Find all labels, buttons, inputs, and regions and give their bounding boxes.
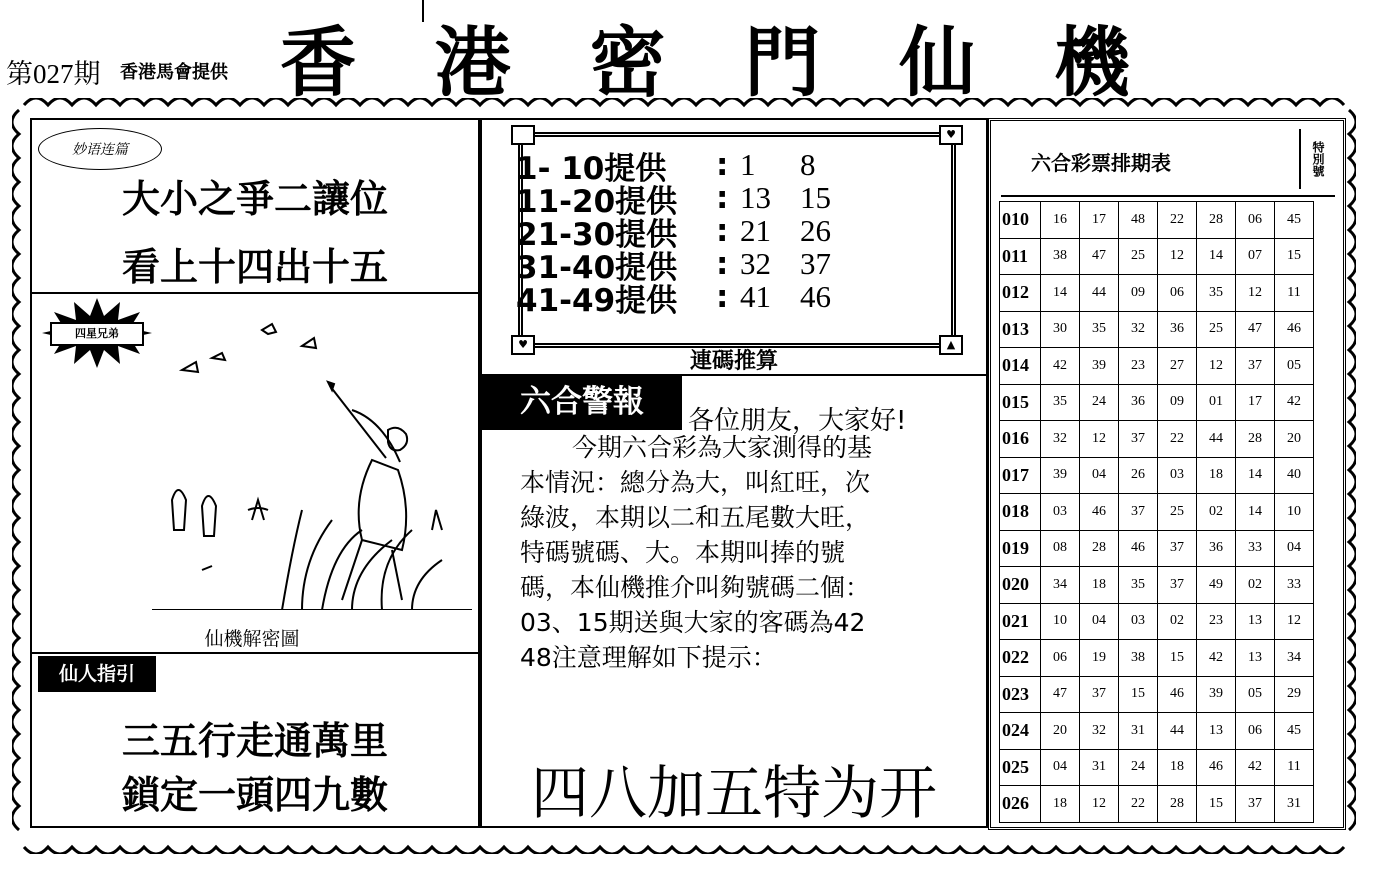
divider [32, 292, 478, 294]
number-cell: 14 [1236, 494, 1275, 531]
body-line: 碼，本仙機推介叫夠號碼二個： [520, 573, 871, 602]
number-cell: 42 [1041, 348, 1080, 385]
table-row [1000, 676, 1314, 713]
number-cell: 34 [1041, 567, 1080, 604]
number-cell: 20 [1041, 713, 1080, 750]
range-number: 15 [800, 180, 831, 215]
number-cell: 22 [1158, 421, 1197, 458]
number-cell: 15 [1158, 640, 1197, 677]
range-label: 1- 10提供 [516, 150, 667, 187]
right-panel [988, 118, 1346, 830]
period-cell: 026 [1000, 786, 1041, 823]
number-cell: 28 [1236, 421, 1275, 458]
number-cell: 08 [1041, 530, 1080, 567]
number-cell: 44 [1158, 713, 1197, 750]
title-char: 密 [589, 18, 666, 107]
period-cell: 011 [1000, 238, 1041, 275]
number-cell: 36 [1197, 530, 1236, 567]
number-cell: 14 [1041, 275, 1080, 312]
period-cell: 017 [1000, 457, 1041, 494]
guide-tag: 仙人指引 [38, 656, 156, 692]
special-number-cell: 45 [1275, 713, 1314, 750]
period-cell: 010 [1000, 202, 1041, 239]
table-row [1000, 275, 1314, 312]
number-cell: 18 [1158, 749, 1197, 786]
table-row [1000, 713, 1314, 750]
poem-line: 鎖定一頭四九數 [121, 773, 388, 817]
period-cell: 012 [1000, 275, 1041, 312]
number-cell: 44 [1197, 421, 1236, 458]
schedule-table [999, 201, 1314, 823]
special-number-cell: 34 [1275, 640, 1314, 677]
table-row [1000, 311, 1314, 348]
number-cell: 17 [1080, 202, 1119, 239]
period-cell: 020 [1000, 567, 1041, 604]
range-number: 8 [800, 147, 816, 182]
special-number-cell: 11 [1275, 275, 1314, 312]
number-cell: 37 [1236, 786, 1275, 823]
table-row [1000, 749, 1314, 786]
number-cell: 35 [1197, 275, 1236, 312]
schedule-title: 六合彩票排期表 [1031, 151, 1171, 175]
number-cell: 02 [1158, 603, 1197, 640]
number-cell: 05 [1236, 676, 1275, 713]
number-cell: 28 [1080, 530, 1119, 567]
range-label: 21-30提供 [516, 216, 678, 253]
number-cell: 49 [1197, 567, 1236, 604]
special-number-cell: 45 [1275, 202, 1314, 239]
special-number-cell: 05 [1275, 348, 1314, 385]
heart-corner-icon: ♥ [939, 125, 963, 145]
calc-label: 連碼推算 [689, 349, 778, 374]
number-cell: 39 [1197, 676, 1236, 713]
poem-line: 三五行走通萬里 [121, 719, 388, 763]
left-panel [30, 118, 480, 828]
number-cell: 37 [1080, 676, 1119, 713]
number-cell: 16 [1041, 202, 1080, 239]
number-cell: 37 [1119, 421, 1158, 458]
title-char: 機 [1053, 18, 1130, 107]
greeting-text: 各位朋友，大家好! [688, 406, 907, 436]
number-cell: 18 [1041, 786, 1080, 823]
number-cell: 06 [1236, 713, 1275, 750]
range-number: 1 [740, 147, 756, 182]
number-cell: 28 [1158, 786, 1197, 823]
period-cell: 015 [1000, 384, 1041, 421]
number-cell: 22 [1119, 786, 1158, 823]
number-cell: 36 [1158, 311, 1197, 348]
number-cell: 42 [1197, 640, 1236, 677]
body-text [520, 430, 960, 675]
number-cell: 31 [1080, 749, 1119, 786]
archer-illustration-icon [152, 310, 472, 610]
range-colon: : [716, 180, 729, 216]
number-cell: 17 [1236, 384, 1275, 421]
special-number-cell: 04 [1275, 530, 1314, 567]
number-cell: 15 [1119, 676, 1158, 713]
provider-label: 香港馬會提供 [120, 62, 228, 83]
special-number-cell: 10 [1275, 494, 1314, 531]
number-cell: 12 [1158, 238, 1197, 275]
range-label: 31-40提供 [516, 249, 678, 286]
number-cell: 22 [1158, 202, 1197, 239]
number-cell: 31 [1119, 713, 1158, 750]
main-title [280, 2, 1130, 107]
body-line: 綠波，本期以二和五尾數大旺， [520, 503, 871, 532]
special-number-cell: 40 [1275, 457, 1314, 494]
number-cell: 06 [1041, 640, 1080, 677]
number-cell: 25 [1119, 238, 1158, 275]
number-cell: 48 [1119, 202, 1158, 239]
schedule-header [1001, 129, 1335, 197]
number-cell: 35 [1041, 384, 1080, 421]
number-cell: 04 [1080, 457, 1119, 494]
range-number: 32 [740, 246, 771, 281]
number-cell: 32 [1041, 421, 1080, 458]
number-cell: 04 [1080, 603, 1119, 640]
number-cell: 38 [1119, 640, 1158, 677]
number-cell: 26 [1119, 457, 1158, 494]
table-row [1000, 640, 1314, 677]
period-cell: 021 [1000, 603, 1041, 640]
period-cell: 025 [1000, 749, 1041, 786]
number-cell: 03 [1119, 603, 1158, 640]
range-label: 41-49提供 [516, 282, 678, 319]
number-cell: 23 [1197, 603, 1236, 640]
number-cell: 12 [1080, 421, 1119, 458]
range-number: 26 [800, 213, 831, 248]
table-row [1000, 202, 1314, 239]
range-number: 13 [740, 180, 771, 215]
middle-panel [480, 118, 988, 828]
number-cell: 38 [1041, 238, 1080, 275]
number-cell: 28 [1197, 202, 1236, 239]
number-cell: 02 [1236, 567, 1275, 604]
number-cell: 39 [1041, 457, 1080, 494]
number-cell: 18 [1197, 457, 1236, 494]
body-line: 今期六合彩為大家測得的基 [572, 433, 873, 462]
table-row [1000, 457, 1314, 494]
special-number-cell: 12 [1275, 603, 1314, 640]
number-cell: 27 [1158, 348, 1197, 385]
body-line: 48注意理解如下提示： [520, 643, 777, 672]
special-number-cell: 42 [1275, 384, 1314, 421]
table-row [1000, 603, 1314, 640]
number-cell: 07 [1236, 238, 1275, 275]
burst-label: 四星兄弟 [50, 322, 144, 346]
body-line: 特碼號碼、大。本期叫捧的號 [520, 538, 846, 567]
body-line: 03、15期送與大家的客碼為42 [520, 608, 866, 637]
range-label: 11-20提供 [516, 183, 678, 220]
table-row [1000, 494, 1314, 531]
corner-ornament-icon: ▲ [939, 335, 963, 355]
poem-line: 看上十四出十五 [121, 245, 388, 289]
number-cell: 13 [1197, 713, 1236, 750]
special-number-cell: 33 [1275, 567, 1314, 604]
range-colon: : [716, 147, 729, 183]
number-cell: 19 [1080, 640, 1119, 677]
number-cell: 24 [1119, 749, 1158, 786]
number-cell: 18 [1080, 567, 1119, 604]
period-cell: 019 [1000, 530, 1041, 567]
special-number-cell: 20 [1275, 421, 1314, 458]
title-char: 香 [280, 18, 356, 107]
number-cell: 13 [1236, 640, 1275, 677]
range-colon: : [716, 246, 729, 282]
number-cell: 47 [1080, 238, 1119, 275]
number-cell: 46 [1158, 676, 1197, 713]
period-cell: 024 [1000, 713, 1041, 750]
number-cell: 09 [1119, 275, 1158, 312]
number-cell: 36 [1119, 384, 1158, 421]
number-cell: 09 [1158, 384, 1197, 421]
special-number-cell: 29 [1275, 676, 1314, 713]
number-cell: 37 [1158, 530, 1197, 567]
issue-number: 第027期 [6, 59, 101, 89]
alert-tag: 六合警報 [482, 374, 682, 430]
range-colon: : [716, 279, 729, 315]
number-cell: 06 [1236, 202, 1275, 239]
number-cell: 14 [1197, 238, 1236, 275]
special-number-cell: 11 [1275, 749, 1314, 786]
range-row [516, 279, 860, 319]
number-cell: 35 [1119, 567, 1158, 604]
period-cell: 022 [1000, 640, 1041, 677]
special-number-cell: 46 [1275, 311, 1314, 348]
range-colon: : [716, 213, 729, 249]
special-number-label: 特別號 [1299, 129, 1335, 189]
number-cell: 12 [1197, 348, 1236, 385]
period-cell: 023 [1000, 676, 1041, 713]
number-cell: 03 [1041, 494, 1080, 531]
number-cell: 32 [1080, 713, 1119, 750]
period-cell: 018 [1000, 494, 1041, 531]
number-cell: 44 [1080, 275, 1119, 312]
period-cell: 014 [1000, 348, 1041, 385]
period-cell: 013 [1000, 311, 1041, 348]
number-cell: 32 [1119, 311, 1158, 348]
number-cell: 25 [1197, 311, 1236, 348]
range-number: 46 [800, 279, 831, 314]
number-cell: 46 [1197, 749, 1236, 786]
number-cell: 14 [1236, 457, 1275, 494]
section-oval-label: 妙语连篇 [38, 128, 162, 170]
title-char: 港 [434, 18, 511, 107]
number-cell: 13 [1236, 603, 1275, 640]
number-cell: 25 [1158, 494, 1197, 531]
title-char: 門 [744, 18, 821, 107]
number-cell: 03 [1158, 457, 1197, 494]
range-number: 37 [800, 246, 831, 281]
number-cell: 37 [1236, 348, 1275, 385]
poem-line: 大小之爭二讓位 [121, 177, 388, 221]
heart-corner-icon: ♥ [511, 335, 535, 355]
number-cell: 33 [1236, 530, 1275, 567]
number-cell: 47 [1236, 311, 1275, 348]
number-cell: 12 [1236, 275, 1275, 312]
image-caption: 仙機解密圖 [204, 628, 300, 650]
table-row [1000, 421, 1314, 458]
table-row [1000, 530, 1314, 567]
range-number: 21 [740, 213, 771, 248]
number-cell: 30 [1041, 311, 1080, 348]
number-cell: 24 [1080, 384, 1119, 421]
body-line: 本情況：總分為大，叫紅旺，次 [520, 468, 871, 497]
number-cell: 46 [1119, 530, 1158, 567]
table-row [1000, 786, 1314, 823]
table-row [1000, 567, 1314, 604]
number-cell: 46 [1080, 494, 1119, 531]
number-cell: 10 [1041, 603, 1080, 640]
table-row [1000, 238, 1314, 275]
special-number-cell: 15 [1275, 238, 1314, 275]
number-cell: 37 [1158, 567, 1197, 604]
number-cell: 15 [1197, 786, 1236, 823]
prophecy-text: 四八加五特为开 [530, 759, 937, 827]
number-cell: 23 [1119, 348, 1158, 385]
number-cell: 47 [1041, 676, 1080, 713]
title-char: 仙 [899, 18, 976, 107]
number-cell: 12 [1080, 786, 1119, 823]
period-cell: 016 [1000, 421, 1041, 458]
number-cell: 06 [1158, 275, 1197, 312]
number-cell: 37 [1119, 494, 1158, 531]
table-row [1000, 348, 1314, 385]
number-cell: 04 [1041, 749, 1080, 786]
special-number-cell: 31 [1275, 786, 1314, 823]
number-cell: 35 [1080, 311, 1119, 348]
number-cell: 42 [1236, 749, 1275, 786]
number-cell: 39 [1080, 348, 1119, 385]
number-cell: 02 [1197, 494, 1236, 531]
table-row [1000, 384, 1314, 421]
range-number: 41 [740, 279, 771, 314]
number-cell: 01 [1197, 384, 1236, 421]
divider [32, 652, 478, 654]
